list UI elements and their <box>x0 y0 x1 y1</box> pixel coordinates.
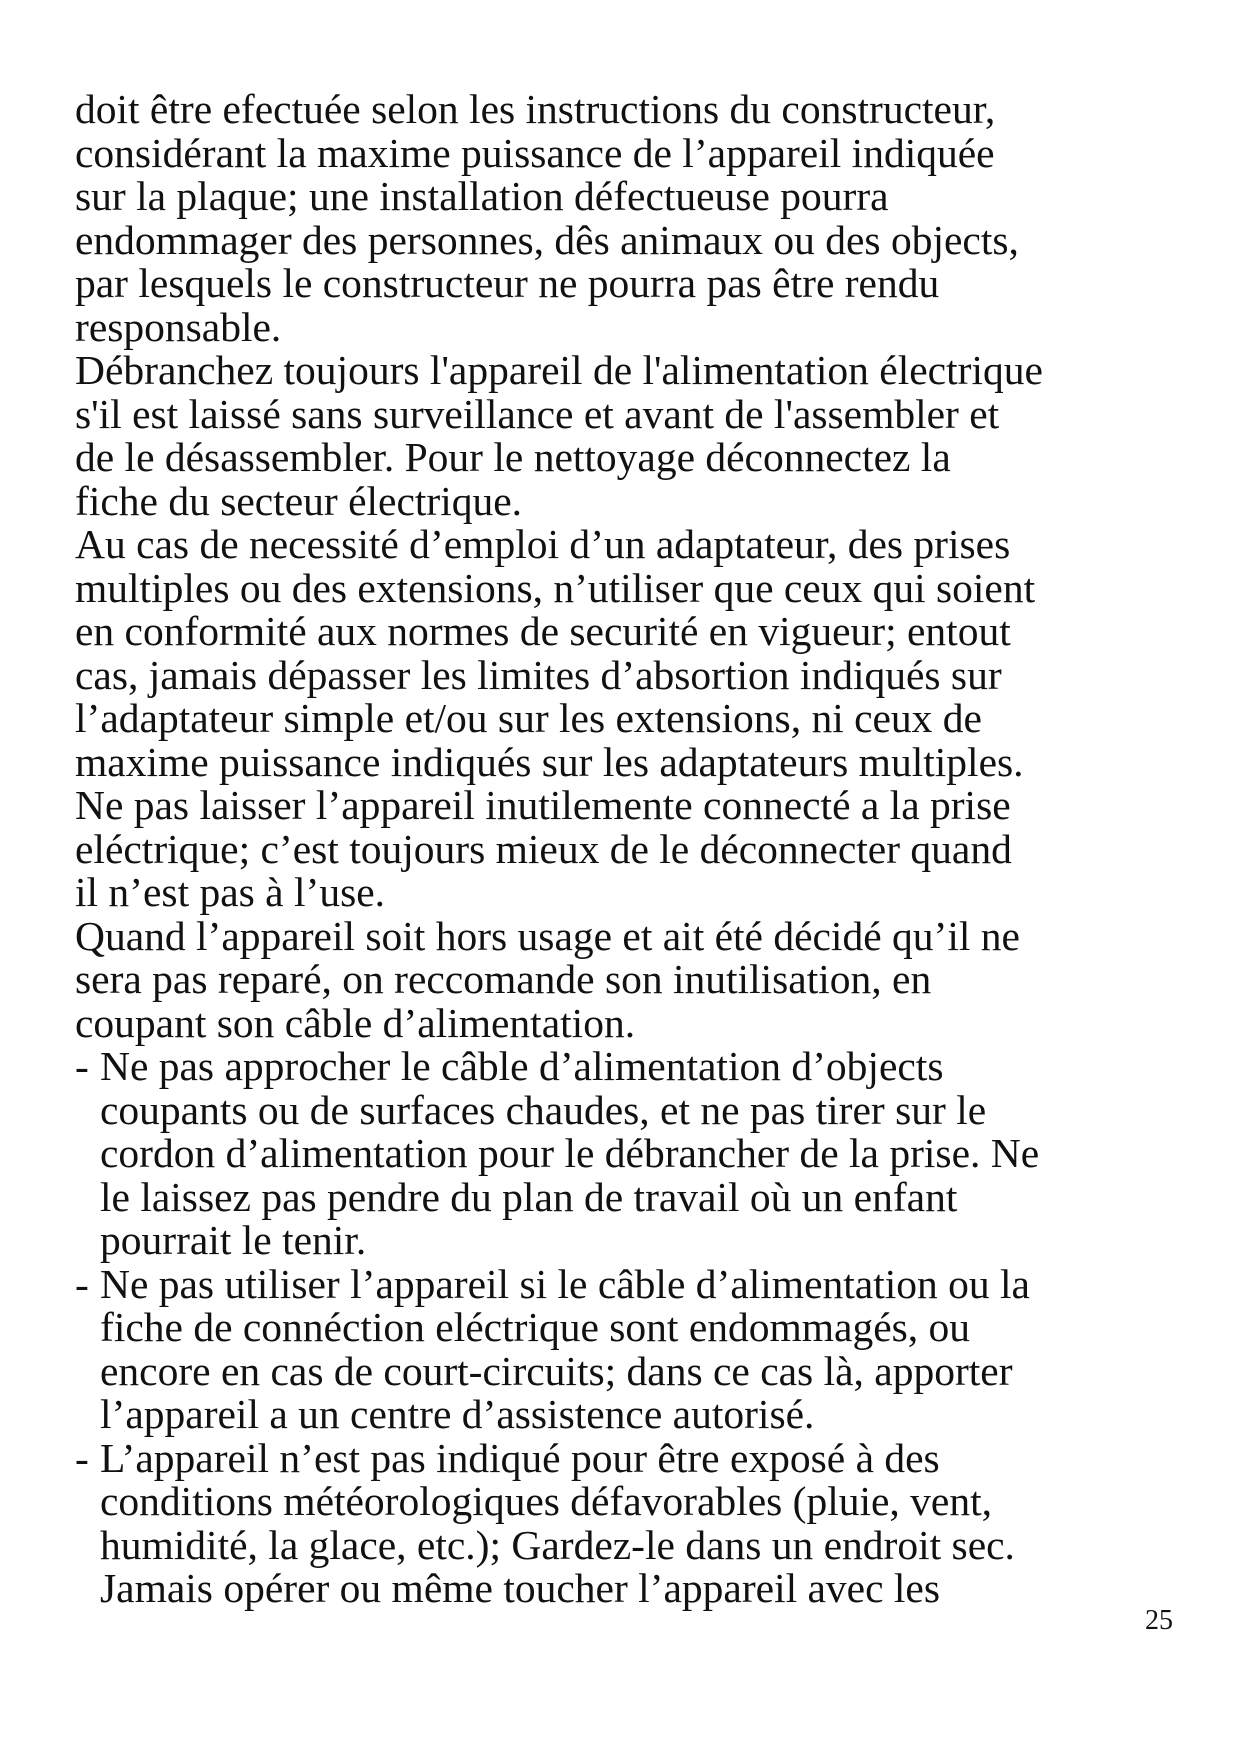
paragraph-installation <box>75 88 1175 349</box>
text-line: Ne pas approcher le câble d’alimentation d’objects <box>100 1043 944 1089</box>
bullet-dash: - <box>75 1043 89 1089</box>
text-line: L’appareil n’est pas indiqué pour être exposé à des <box>100 1434 940 1481</box>
text-line: multiples ou des extensions, n’utiliser que ceux qui soient <box>75 564 1036 611</box>
text-line: considérant la maxime puissance de l’appareil indiquée <box>75 129 995 176</box>
paragraph-disconnect <box>75 784 1175 915</box>
text-line: coupants ou de surfaces chaudes, et ne pas tirer sur le <box>100 1086 987 1133</box>
text-line: de le désassembler. Pour le nettoyage déconnectez la <box>75 434 951 480</box>
text-line: Quand l’appareil soit hors usage et ait été décidé qu’il ne <box>75 912 1020 959</box>
text-line: Débranchez toujours l'appareil de l'alimentation électrique <box>75 347 1043 393</box>
paragraph-unplug <box>75 349 1175 523</box>
bullet-item-damaged <box>75 1260 1175 1437</box>
bullet-item-cable <box>75 1045 1175 1263</box>
text-line: cas, jamais dépasser les limites d’absortion indiqués sur <box>75 651 1002 698</box>
text-line: eléctrique; c’est toujours mieux de le déconnecter quand <box>75 825 1012 872</box>
text-line: encore en cas de court-circuits; dans ce cas là, apporter <box>100 1347 1013 1394</box>
text-line: responsable. <box>75 303 282 350</box>
text-line: sera pas reparé, on reccomande son inutilisation, en <box>75 956 932 1002</box>
text-line: coupant son câble d’alimentation. <box>75 999 636 1046</box>
text-line: doit être efectuée selon les instructions du constructeur, <box>75 86 996 132</box>
bullet-dash: - <box>75 1434 89 1481</box>
text-line: le laissez pas pendre du plan de travail où un enfant <box>100 1173 958 1220</box>
text-line: en conformité aux normes de securité en vigueur; entout <box>75 608 1011 654</box>
text-line: l’adaptateur simple et/ou sur les extensions, ni ceux de <box>75 695 982 741</box>
text-line: Au cas de necessité d’emploi d’un adaptateur, des prises <box>75 521 1011 567</box>
text-line: pourrait le tenir. <box>100 1217 367 1263</box>
text-line: s'il est laissé sans surveillance et avant de l'assembler et <box>75 390 1000 437</box>
text-line: cordon d’alimentation pour le débrancher de la prise. Ne <box>100 1130 1040 1176</box>
text-line: par lesquels le constructeur ne pourra pas être rendu <box>75 260 940 306</box>
text-line: l’appareil a un centre d’assistence autorisé. <box>100 1391 815 1437</box>
page-number: 25 <box>1145 1605 1173 1636</box>
text-line: sur la plaque; une installation défectueuse pourra <box>75 173 889 219</box>
text-line: Ne pas utiliser l’appareil si le câble d’alimentation ou la <box>100 1260 1030 1307</box>
text-line: humidité, la glace, etc.); Gardez-le dans un endroit sec. <box>100 1521 1015 1568</box>
text-line: il n’est pas à l’use. <box>75 869 386 915</box>
bullet-dash: - <box>75 1260 89 1307</box>
bullet-item-weather <box>75 1434 1175 1611</box>
text-line: Ne pas laisser l’appareil inutilemente connecté a la prise <box>75 782 1011 828</box>
text-line: Jamais opérer ou même toucher l’appareil avec les <box>100 1565 940 1611</box>
document-page <box>75 88 1175 1611</box>
text-line: conditions météorologiques défavorables (pluie, vent, <box>100 1478 993 1524</box>
text-line: fiche du secteur électrique. <box>75 477 523 524</box>
text-line: maxime puissance indiqués sur les adaptateurs multiples. <box>75 738 1024 785</box>
paragraph-disposal <box>75 912 1175 1046</box>
text-line: endommager des personnes, dês animaux ou des objects, <box>75 216 1019 263</box>
paragraph-adapter <box>75 523 1175 784</box>
text-line: fiche de connéction eléctrique sont endommagés, ou <box>100 1304 971 1350</box>
